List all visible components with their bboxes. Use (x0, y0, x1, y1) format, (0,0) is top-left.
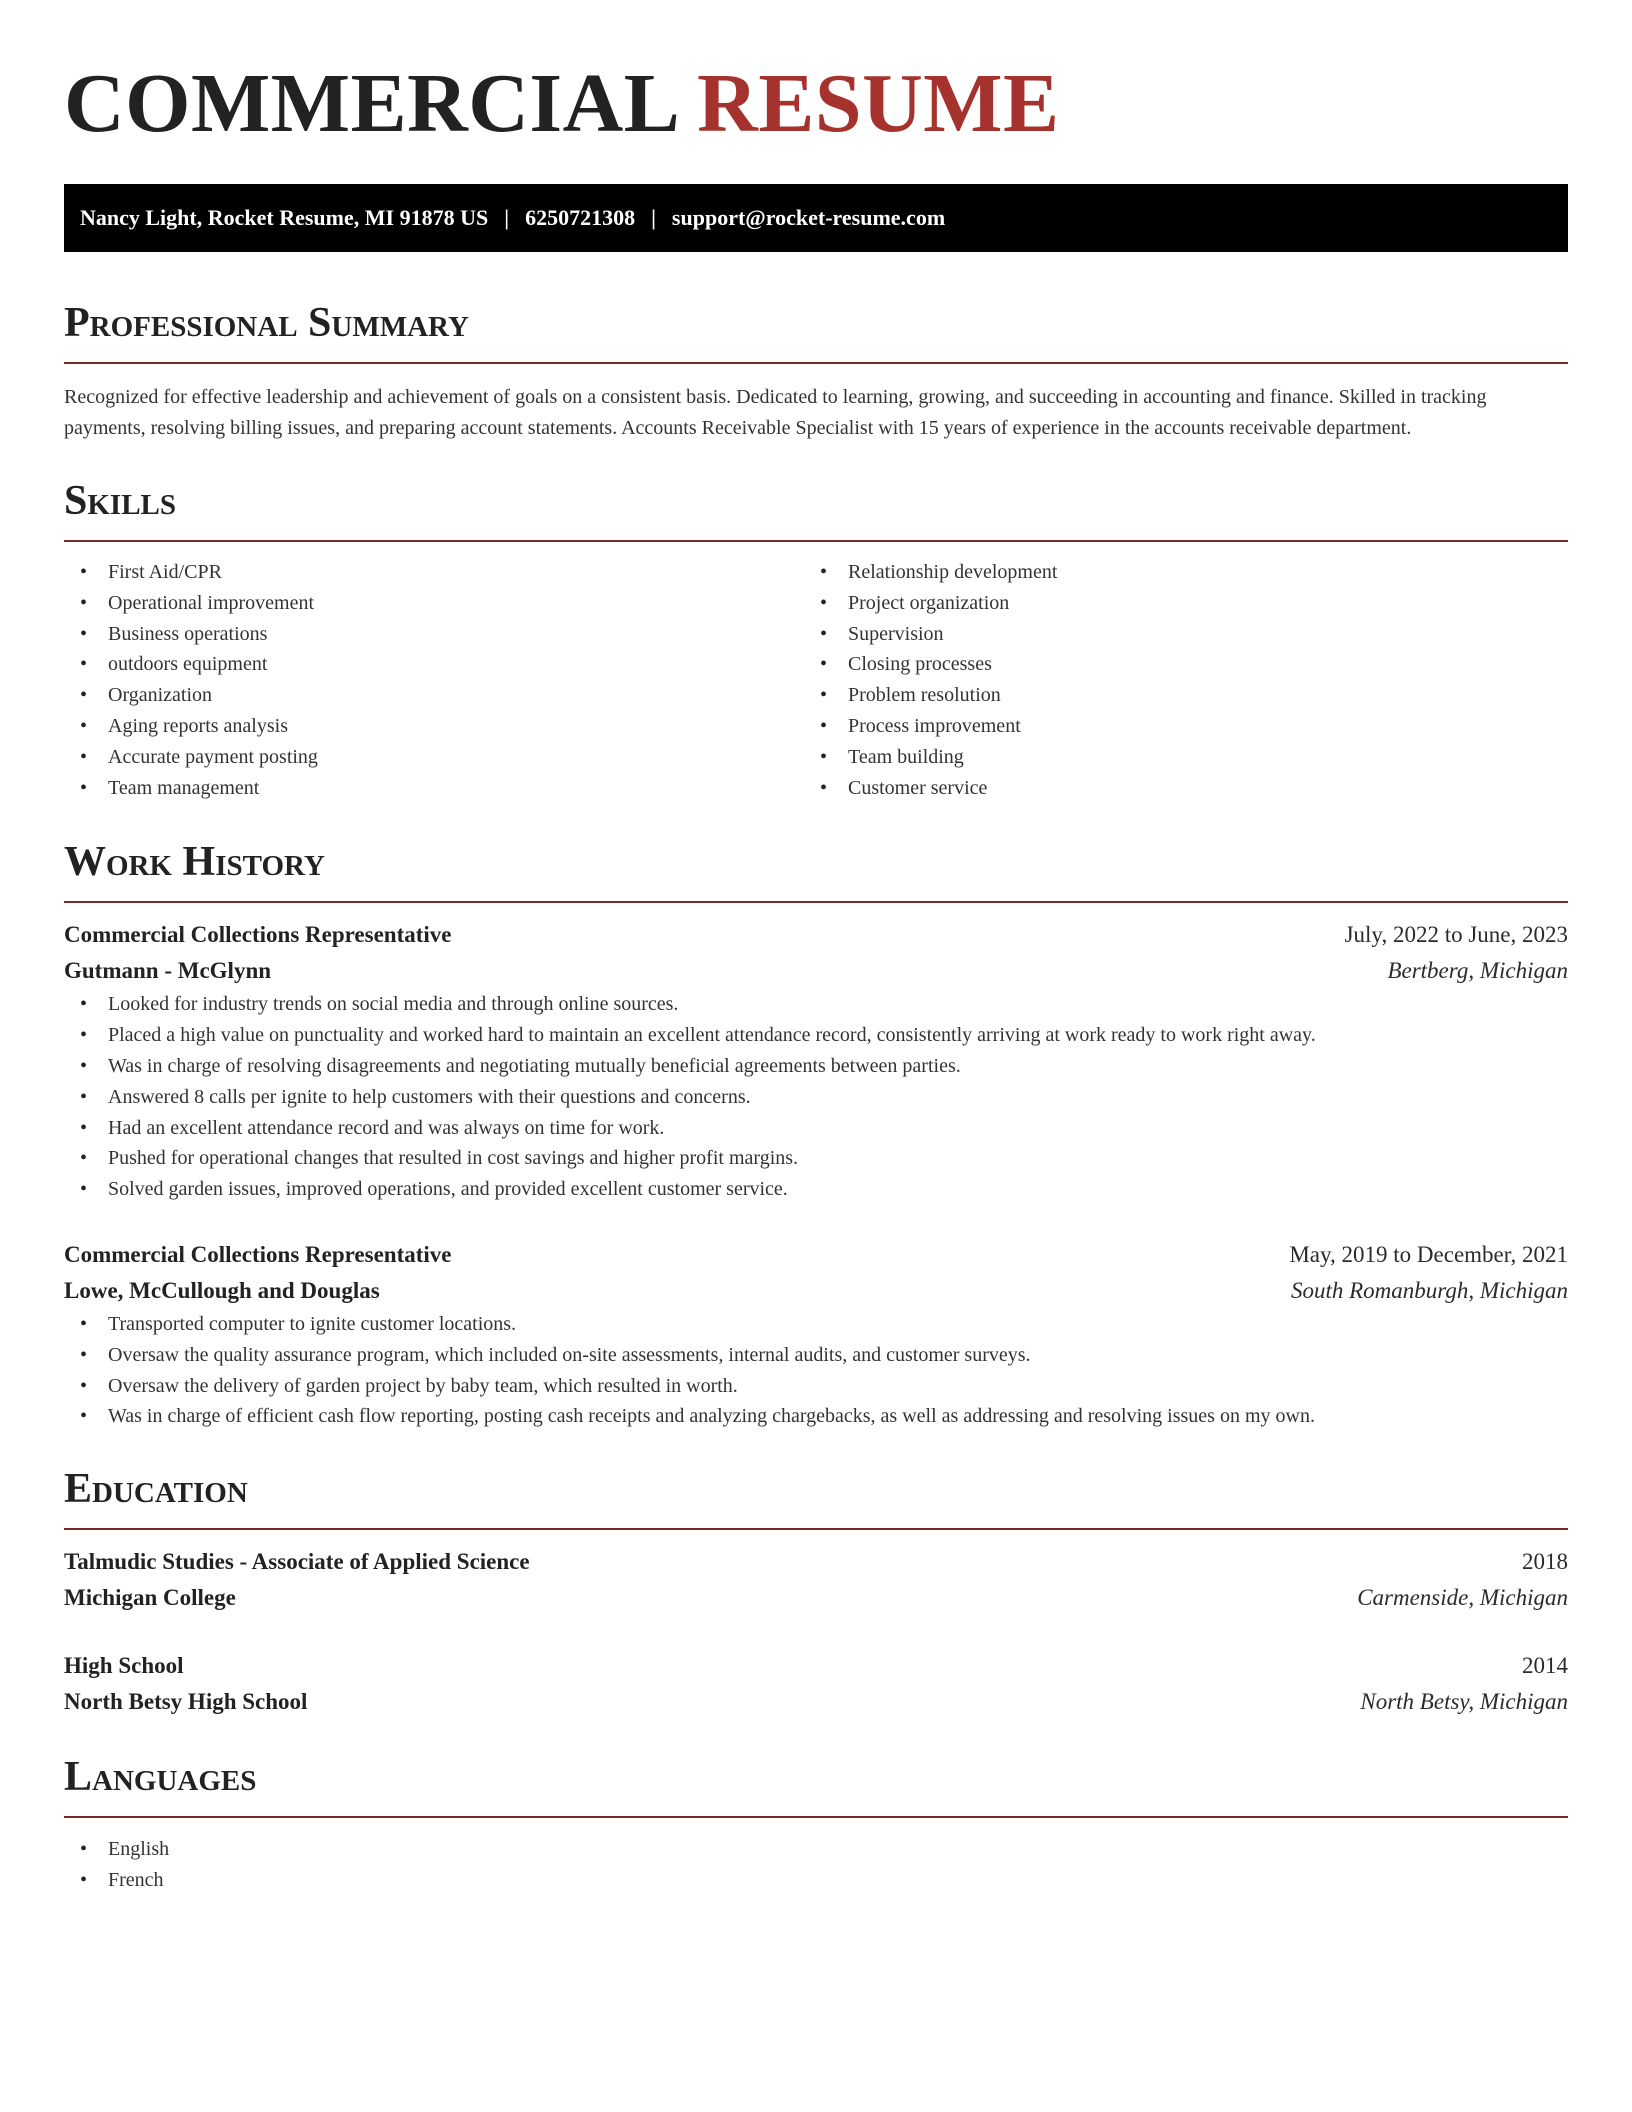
summary-section (64, 302, 1568, 444)
skills-section (64, 480, 1568, 803)
job-duties-list (64, 989, 1568, 1205)
education-school-row (64, 1684, 1568, 1720)
job-company: Lowe, McCullough and Douglas (64, 1277, 380, 1303)
languages-list (64, 1834, 1568, 1896)
job-location: Bertberg, Michigan (1387, 958, 1568, 984)
section-divider (64, 1816, 1568, 1818)
section-heading-work: Work History (64, 839, 325, 886)
job-duty: • Answered 8 calls per ignite to help customers with their questions and concerns. (64, 1082, 1568, 1113)
work-history-section (64, 841, 1568, 1432)
contact-separator: | (651, 205, 656, 230)
skill-item: • Problem resolution (804, 680, 1544, 711)
section-divider (64, 901, 1568, 903)
job-company-row (64, 1273, 1568, 1309)
job-dates: May, 2019 to December, 2021 (1289, 1241, 1568, 1267)
contact-phone: 6250721308 (525, 205, 636, 230)
skill-item: • Team management (64, 773, 804, 804)
education-school-row (64, 1580, 1568, 1616)
job-duty: • Placed a high value on punctuality and worked hard to maintain an excellent attendance record, consistently arriving at work ready to work right away. (64, 1020, 1568, 1051)
section-heading-summary: Professional Summary (64, 300, 469, 346)
education-location: Carmenside, Michigan (1357, 1585, 1568, 1611)
job-duty: • Was in charge of efficient cash flow reporting, posting cash receipts and analyzing chargebacks, as well as addressing and resolving issues on my own. (64, 1401, 1568, 1432)
education-degree: Talmudic Studies - Associate of Applied Science (64, 1549, 530, 1575)
contact-email: support@rocket-resume.com (671, 205, 946, 230)
education-year: 2014 (1522, 1653, 1568, 1679)
summary-text: Recognized for effective leadership and achievement of goals on a consistent basis. Dedicated to learning, growing, and succeeding in accounting and finance. Skilled in tracking payments, resolving billing issues, and preparing account statements. Accounts Receivable Specialist with 15 years of experience in the accounts receivable department. (64, 386, 1487, 439)
education-header-row (64, 1544, 1568, 1580)
language-item: • English (64, 1834, 1568, 1865)
skill-item: • outdoors equipment (64, 649, 804, 680)
contact-address: Nancy Light, Rocket Resume, MI 91878 US (80, 205, 489, 230)
education-degree: High School (64, 1653, 184, 1679)
skill-item: • Supervision (804, 619, 1544, 650)
education-school: North Betsy High School (64, 1689, 308, 1715)
contact-separator: | (504, 205, 510, 230)
skill-item: • Accurate payment posting (64, 742, 804, 773)
job-duty: • Oversaw the quality assurance program, which included on-site assessments, internal audits, and customer surveys. (64, 1340, 1568, 1371)
skill-item: • Project organization (804, 588, 1544, 619)
skills-list-right (804, 557, 1544, 803)
job-duty: • Looked for industry trends on social media and through online sources. (64, 989, 1568, 1020)
skills-list-left (64, 557, 804, 803)
job-duty: • Transported computer to ignite customer locations. (64, 1309, 1568, 1340)
skill-item: • Organization (64, 680, 804, 711)
section-heading-languages: Languages (64, 1754, 257, 1801)
job-duty: • Had an excellent attendance record and was always on time for work. (64, 1113, 1568, 1144)
skill-item: • Relationship development (804, 557, 1544, 588)
job-header-row (64, 1237, 1568, 1273)
job-entry (64, 1237, 1568, 1432)
skill-item: • Customer service (804, 773, 1544, 804)
section-divider (64, 1528, 1568, 1530)
education-entry (64, 1544, 1568, 1616)
job-company-row (64, 953, 1568, 989)
job-entry (64, 917, 1568, 1205)
skills-grid (64, 557, 1568, 803)
section-heading-education: Education (64, 1466, 248, 1513)
title-accent: RESUME (697, 57, 1060, 150)
skill-item: • Process improvement (804, 711, 1544, 742)
job-duty: • Pushed for operational changes that resulted in cost savings and higher profit margins. (64, 1143, 1568, 1174)
section-divider (64, 540, 1568, 542)
job-title: Commercial Collections Representative (64, 922, 452, 948)
skill-item: • First Aid/CPR (64, 557, 804, 588)
contact-bar (64, 184, 1568, 252)
job-company: Gutmann - McGlynn (64, 958, 272, 984)
job-header-row (64, 917, 1568, 953)
skill-item: • Closing processes (804, 649, 1544, 680)
section-heading-skills: Skills (64, 478, 177, 524)
job-dates: July, 2022 to June, 2023 (1344, 922, 1568, 948)
title-main: COMMERCIAL (64, 57, 676, 150)
resume-title (64, 56, 1568, 150)
education-entry (64, 1648, 1568, 1720)
education-school: Michigan College (64, 1585, 236, 1611)
language-item: • French (64, 1865, 1568, 1896)
skill-item: • Business operations (64, 619, 804, 650)
section-divider (64, 362, 1568, 364)
job-duty: • Solved garden issues, improved operations, and provided excellent customer service. (64, 1174, 1568, 1205)
education-location: North Betsy, Michigan (1360, 1689, 1568, 1715)
job-duties-list (64, 1309, 1568, 1432)
job-location: South Romanburgh, Michigan (1290, 1277, 1568, 1303)
skill-item: • Aging reports analysis (64, 711, 804, 742)
job-duty: • Was in charge of resolving disagreements and negotiating mutually beneficial agreements between parties. (64, 1051, 1568, 1082)
education-year: 2018 (1522, 1549, 1568, 1575)
education-header-row (64, 1648, 1568, 1684)
education-section (64, 1468, 1568, 1720)
languages-section (64, 1756, 1568, 1896)
job-duty: • Oversaw the delivery of garden project by baby team, which resulted in worth. (64, 1371, 1568, 1402)
skill-item: • Team building (804, 742, 1544, 773)
job-title: Commercial Collections Representative (64, 1241, 452, 1267)
skill-item: • Operational improvement (64, 588, 804, 619)
